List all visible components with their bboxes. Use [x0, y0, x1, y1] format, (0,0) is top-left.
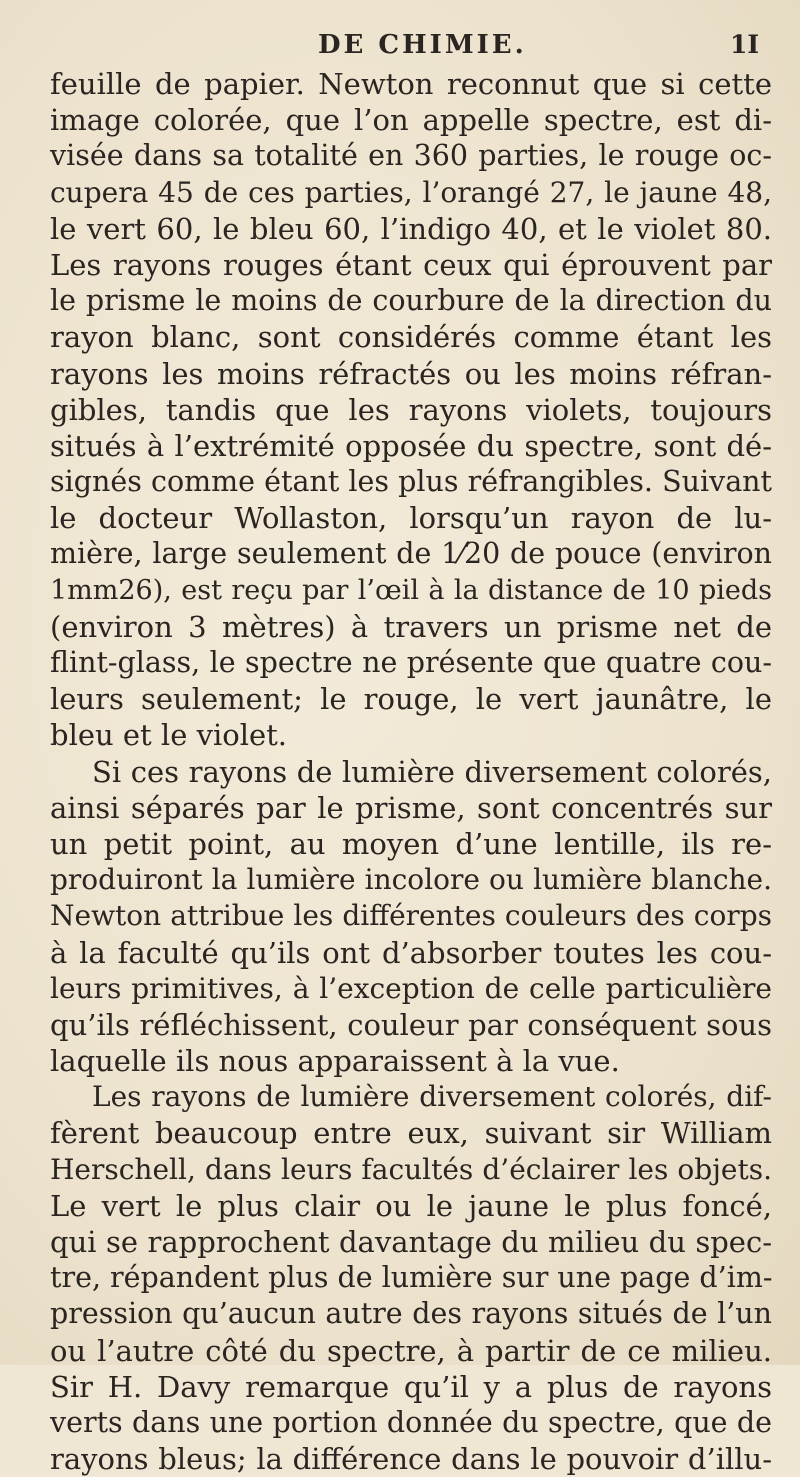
page-header	[0, 30, 800, 66]
text-line: qui se rapprochent davantage du milieu du spec-	[50, 1225, 772, 1259]
text-line: Les rayons de lumière diversement colorés, dif-	[92, 1080, 772, 1114]
text-line: visée dans sa totalité en 360 parties, le rouge oc-	[50, 139, 772, 173]
text-line: rayon blanc, sont considérés comme étant les	[50, 320, 772, 355]
text-line: mière, large seulement de 1⁄20 de pouce (environ	[50, 537, 772, 571]
text-line: verts dans une portion donnée du spectre, que de	[50, 1405, 772, 1439]
text-line: Newton attribue les différentes couleurs des corps	[50, 899, 772, 933]
text-line: Herschell, dans leurs facultés d’éclairer les objets.	[50, 1152, 772, 1186]
text-line: leurs primitives, à l’exception de celle particulière	[50, 971, 772, 1005]
text-line: ainsi séparés par le prisme, sont concentrés sur	[50, 790, 772, 825]
text-line: feuille de papier. Newton reconnut que si cette	[50, 67, 772, 101]
text-line: gibles, tandis que les rayons violets, toujours	[50, 392, 772, 427]
text-line: produiront la lumière incolore ou lumière blanche.	[50, 863, 772, 897]
text-line: Si ces rayons de lumière diversement colorés,	[92, 754, 772, 789]
text-line: rayons les moins réfractés ou les moins réfran-	[50, 356, 772, 391]
text-line: fèrent beaucoup entre eux, suivant sir William	[50, 1116, 772, 1151]
body-text	[50, 66, 772, 1477]
text-line: ou l’autre côté du spectre, à partir de ce milieu.	[50, 1333, 772, 1368]
text-line: tre, répandent plus de lumière sur une page d’im-	[50, 1261, 773, 1295]
text-line: le vert 60, le bleu 60, l’indigo 40, et le violet 80.	[50, 211, 772, 246]
text-line: rayons bleus; la différence dans le pouvoir d’illu-	[50, 1442, 772, 1477]
text-line: image colorée, que l’on appelle spectre, est di-	[50, 103, 772, 138]
text-line: le docteur Wollaston, lorsqu’un rayon de lu-	[50, 501, 772, 536]
text-line: (environ 3 mètres) à travers un prisme net de	[50, 609, 772, 644]
text-line: cupera 45 de ces parties, l’orangé 27, le jaune 48,	[50, 175, 772, 209]
text-line: Sir H. Davy remarque qu’il y a plus de rayons	[50, 1369, 772, 1404]
text-line: un petit point, au moyen d’une lentille, ils re-	[50, 826, 772, 861]
text-line: 1mm26), est reçu par l’œil à la distance de 10 pieds	[50, 574, 772, 606]
text-line: bleu et le violet.	[50, 718, 288, 753]
text-line: signés comme étant les plus réfrangibles. Suivant	[50, 465, 772, 499]
text-line: Les rayons rouges étant ceux qui éprouvent par	[50, 247, 772, 282]
text-line: flint-glass, le spectre ne présente que quatre cou-	[50, 646, 772, 679]
text-line: leurs seulement; le rouge, le vert jaunâtre, le	[50, 682, 772, 717]
text-line: qu’ils réfléchissent, couleur par conséquent sous	[50, 1007, 772, 1042]
text-line: le prisme le moins de courbure de la direction du	[50, 284, 772, 318]
text-line: laquelle ils nous apparaissent à la vue.	[50, 1044, 620, 1079]
text-line: Le vert le plus clair ou le jaune le plus foncé,	[50, 1188, 772, 1223]
text-line: pression qu’aucun autre des rayons situés de l’un	[50, 1297, 772, 1331]
running-title: DE CHIMIE.	[318, 30, 527, 60]
page-number: 1I	[730, 30, 760, 59]
text-line: situés à l’extrémité opposée du spectre, sont dé-	[50, 428, 772, 463]
text-line: à la faculté qu’ils ont d’absorber toutes les cou-	[50, 935, 772, 970]
